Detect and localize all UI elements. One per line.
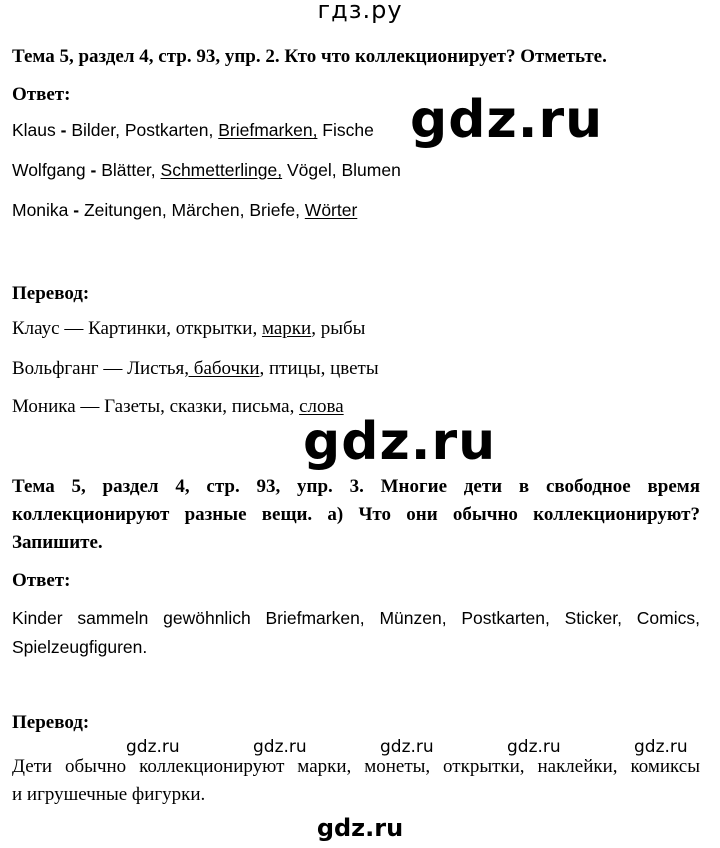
- collector-name: Wolfgang: [12, 160, 86, 180]
- item-text: Картинки, открытки,: [88, 318, 262, 339]
- task1-translation-label: Перевод:: [12, 283, 90, 304]
- item-text: Fische: [317, 120, 374, 140]
- collector-name: Monika: [12, 200, 69, 220]
- item-text: Газеты, сказки, письма,: [104, 396, 300, 417]
- collector-line: [12, 200, 357, 221]
- separator: -: [85, 160, 102, 180]
- collector-line: [12, 318, 365, 340]
- item-text: , птицы, цветы: [259, 358, 379, 379]
- task2-answer-line1: Kinder sammeln gewöhnlich Briefmarken, Münzen, Postkarten, Sticker, Comics,: [12, 608, 700, 628]
- item-text: Postkarten,: [124, 120, 219, 140]
- separator: —: [98, 358, 128, 379]
- task1-heading: Тема 5, раздел 4, стр. 93, упр. 2. Кто что коллекционирует? Отметьте.: [12, 46, 607, 67]
- watermark-small-5: gdz.ru: [634, 737, 688, 757]
- underlined-answer: , бабочки: [184, 358, 260, 379]
- collector-line: [12, 160, 401, 181]
- underlined-answer: слова: [299, 396, 344, 417]
- item-text: Bilder,: [71, 120, 125, 140]
- watermark-large-1: gdz.ru: [410, 90, 604, 150]
- separator: —: [75, 396, 105, 417]
- task2-translation-label: Перевод:: [12, 712, 90, 733]
- item-text: , рыбы: [311, 318, 366, 339]
- item-text: Vögel, Blumen: [282, 160, 401, 180]
- underlined-answer: Wörter: [304, 200, 358, 220]
- item-text: Blätter,: [101, 160, 161, 180]
- site-header: гдз.ру: [317, 0, 403, 24]
- task2-answer-label: Ответ:: [12, 570, 71, 591]
- collector-line: [12, 120, 374, 141]
- collector-name: Клаус: [12, 318, 60, 339]
- watermark-small-2: gdz.ru: [253, 737, 307, 757]
- task2-heading-line1: Тема 5, раздел 4, стр. 93, упр. 3. Многие дети в свободное время: [12, 476, 700, 497]
- watermark-small-3: gdz.ru: [380, 737, 434, 757]
- watermark-footer: gdz.ru: [316, 814, 404, 842]
- collector-line: [12, 396, 344, 418]
- item-text: Листья: [127, 358, 185, 379]
- watermark-small-4: gdz.ru: [507, 737, 561, 757]
- collector-name: Вольфганг: [12, 358, 99, 379]
- item-text: Zeitungen, Märchen, Briefe,: [83, 200, 305, 220]
- task1-answer-label: Ответ:: [12, 84, 71, 105]
- task2-translation-line2: и игрушечные фигурки.: [12, 784, 206, 805]
- task2-translation-line1: Дети обычно коллекционируют марки, монеты, открытки, наклейки, комиксы: [12, 756, 700, 777]
- separator: —: [59, 318, 89, 339]
- collector-name: Моника: [12, 396, 76, 417]
- task2-answer-line2: Spielzeugfiguren.: [12, 637, 148, 657]
- watermark-small-1: gdz.ru: [126, 737, 180, 757]
- separator: -: [68, 200, 84, 220]
- separator: -: [55, 120, 72, 140]
- collector-line: [12, 358, 379, 380]
- task2-heading-line3: Запишите.: [12, 532, 103, 553]
- underlined-answer: Schmetterlinge,: [160, 160, 283, 180]
- watermark-large-2: gdz.ru: [303, 412, 497, 472]
- underlined-answer: марки: [261, 318, 312, 339]
- collector-name: Klaus: [12, 120, 56, 140]
- underlined-answer: Briefmarken,: [218, 120, 318, 140]
- task2-heading-line2: коллекционируют разные вещи. а) Что они обычно коллекционируют?: [12, 504, 700, 525]
